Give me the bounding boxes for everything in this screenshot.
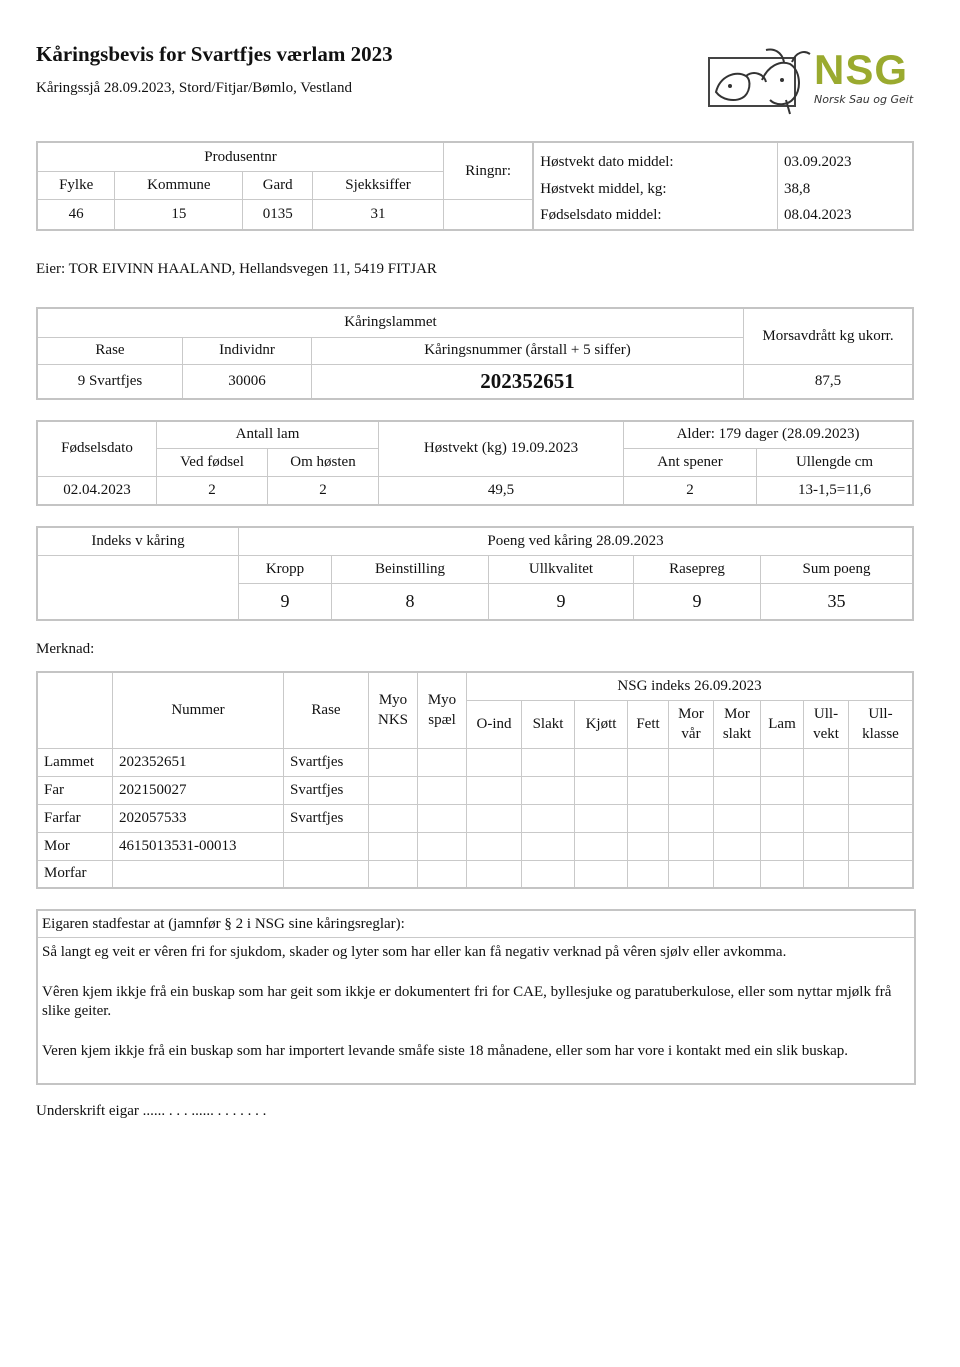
role-cell: Morfar (37, 860, 113, 888)
role-cell: Far (37, 776, 113, 804)
mother-yield-label: Morsavdrått kg ukorr. (744, 308, 914, 364)
declaration-paragraph-1: Så langt eg veit er vêren fri for sjukdom, skader og lyter som har eller kan få negativ verknad på vêren sjølv eller avkomma. (42, 944, 787, 960)
kropp-header: Kropp (239, 555, 332, 583)
mor-slakt-header: Mor slakt (714, 700, 761, 748)
ringnr-label: Ringnr: (443, 142, 533, 200)
sheep-goat-icon (706, 40, 814, 120)
nummer-header: Nummer (113, 672, 284, 748)
gard-header: Gard (243, 172, 313, 200)
merknad-label: Merknad: (36, 641, 95, 657)
at-birth-label: Ved fødsel (157, 448, 268, 476)
birthdate-label: Fødselsdato (37, 421, 157, 476)
autumn-value: 2 (268, 476, 379, 505)
wool-length-value: 13-1,5=11,6 (757, 476, 914, 505)
lambs-label: Antall lam (157, 421, 379, 448)
points-table (36, 526, 914, 621)
kommune-value: 15 (115, 200, 243, 230)
ullkvalitet-value: 9 (489, 583, 634, 620)
rase-col-header: Rase (284, 672, 369, 748)
declaration-paragraph-2: Vêren kjem ikkje frå ein buskap som har geit som ikkje er dokumentert fri for CAE, byllesjuke og paratuberkulose, eller som nyttar mjølk frå slike geiter. (42, 984, 892, 1019)
ringnr-value (443, 200, 533, 230)
index-value (37, 555, 239, 620)
myo-nks-header: Myo NKS (369, 672, 418, 748)
rase-cell: Svartfjes (284, 804, 369, 832)
lamb-table (36, 307, 914, 400)
teats-label: Ant spener (624, 448, 757, 476)
role-cell: Lammet (37, 748, 113, 776)
declaration-paragraph-3: Veren kjem ikkje frå ein buskap som har importert levande småfe siste 18 månadene, eller som har vore i kontakt med ein slik buskap. (42, 1043, 849, 1059)
fett-header: Fett (628, 700, 669, 748)
nummer-cell: 4615013531-00013 (113, 832, 284, 860)
points-group-label: Poeng ved kåring 28.09.2023 (239, 527, 914, 555)
table-row (37, 776, 913, 804)
pedigree-table (36, 671, 914, 889)
rasepreg-header: Rasepreg (634, 555, 761, 583)
rasepreg-value: 9 (634, 583, 761, 620)
ull-vekt-header: Ull-vekt (804, 700, 849, 748)
info-value-1: 03.09.2023 (784, 154, 852, 170)
nummer-cell: 202057533 (113, 804, 284, 832)
autumn-label: Om høsten (268, 448, 379, 476)
rase-value: 9 Svartfjes (37, 364, 183, 399)
rase-cell: Svartfjes (284, 748, 369, 776)
rase-header: Rase (37, 337, 183, 364)
gard-value: 0135 (243, 200, 313, 230)
info-label-3: Fødselsdato middel: (540, 207, 662, 223)
declaration-heading: Eigaren stadfestar at (jamnfør § 2 i NSG sine kåringsreglar): (38, 911, 914, 938)
kaaringsnummer-header: Kåringsnummer (årstall + 5 siffer) (312, 337, 744, 364)
teats-value: 2 (624, 476, 757, 505)
logo-wordmark: NSG (814, 46, 909, 93)
table-row (37, 832, 913, 860)
page-title: Kåringsbevis for Svartfjes værlam 2023 (36, 42, 393, 66)
weight-label: Høstvekt (kg) 19.09.2023 (379, 421, 624, 476)
beinstilling-header: Beinstilling (332, 555, 489, 583)
age-label: Alder: 179 dager (28.09.2023) (624, 421, 914, 448)
table-row (37, 804, 913, 832)
signature-line[interactable]: Underskrift eigar ...... . . . ...... . . . . . . . (36, 1103, 267, 1119)
role-cell: Farfar (37, 804, 113, 832)
beinstilling-value: 8 (332, 583, 489, 620)
kropp-value: 9 (239, 583, 332, 620)
logo-tagline: Norsk Sau og Geit (814, 93, 914, 106)
fylke-header: Fylke (37, 172, 115, 200)
kommune-header: Kommune (115, 172, 243, 200)
producer-group-label: Produsentnr (37, 142, 443, 172)
individnr-header: Individnr (183, 337, 312, 364)
birth-table (36, 420, 914, 506)
producer-table (36, 141, 914, 231)
info-value-2: 38,8 (784, 180, 811, 197)
kjott-header: Kjøtt (575, 700, 628, 748)
rase-cell: Svartfjes (284, 776, 369, 804)
table-row (37, 748, 913, 776)
sjekksiffer-value: 31 (313, 200, 444, 230)
info-label-1: Høstvekt dato middel: (540, 154, 674, 170)
lam-header: Lam (761, 700, 804, 748)
nummer-cell (113, 860, 284, 888)
mor-vaar-header: Mor vår (669, 700, 714, 748)
lamb-group-label: Kåringslammet (37, 308, 744, 337)
info-label-2: Høstvekt middel, kg: (540, 180, 667, 197)
table-row (37, 860, 913, 888)
at-birth-value: 2 (157, 476, 268, 505)
sum-poeng-header: Sum poeng (761, 555, 914, 583)
page-subtitle: Kåringssjå 28.09.2023, Stord/Fitjar/Bømlo, Vestland (36, 80, 352, 96)
mother-yield-value: 87,5 (744, 364, 914, 399)
index-label: Indeks v kåring (37, 527, 239, 555)
wool-length-label: Ullengde cm (757, 448, 914, 476)
individnr-value: 30006 (183, 364, 312, 399)
nsg-index-header: NSG indeks 26.09.2023 (467, 672, 914, 700)
info-value-3: 08.04.2023 (784, 207, 852, 223)
sjekksiffer-header: Sjekksiffer (313, 172, 444, 200)
o-ind-header: O-ind (467, 700, 522, 748)
role-cell: Mor (37, 832, 113, 860)
birthdate-value: 02.04.2023 (37, 476, 157, 505)
nsg-logo (706, 40, 918, 120)
ullkvalitet-header: Ullkvalitet (489, 555, 634, 583)
sum-poeng-value: 35 (761, 583, 914, 620)
rase-cell (284, 832, 369, 860)
ull-klasse-header: Ull-klasse (849, 700, 914, 748)
owner-line: Eier: TOR EIVINN HAALAND, Hellandsvegen 11, 5419 FITJAR (36, 261, 437, 277)
kaaringsnummer-value: 202352651 (312, 364, 744, 399)
nummer-cell: 202352651 (113, 748, 284, 776)
slakt-header: Slakt (522, 700, 575, 748)
myo-spael-header: Myo spæl (418, 672, 467, 748)
declaration-box (36, 909, 916, 1085)
fylke-value: 46 (37, 200, 115, 230)
nummer-cell: 202150027 (113, 776, 284, 804)
rase-cell (284, 860, 369, 888)
weight-value: 49,5 (379, 476, 624, 505)
